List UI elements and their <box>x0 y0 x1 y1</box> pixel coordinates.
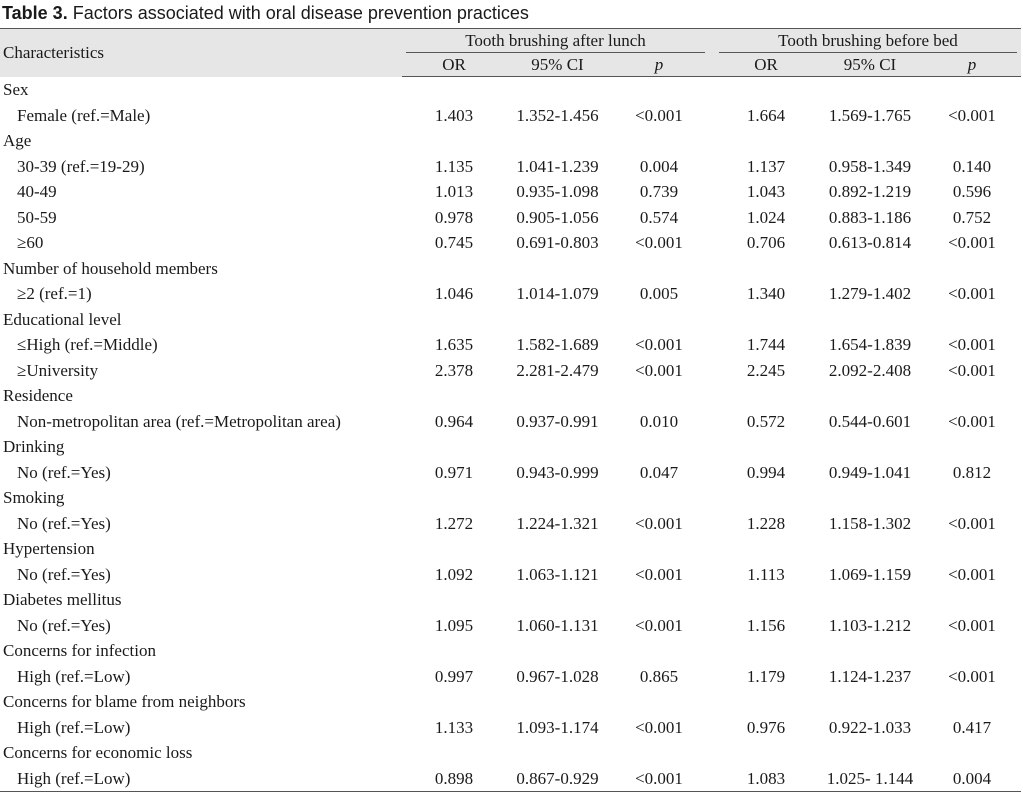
cell-or-lunch: 1.095 <box>434 615 474 635</box>
cell-ci-lunch: 2.281-2.479 <box>516 360 599 380</box>
table-row <box>0 332 1021 358</box>
category-row <box>0 307 1021 333</box>
category-label: Hypertension <box>3 539 95 558</box>
cell-p-lunch: 0.004 <box>639 156 679 176</box>
header-or-lunch: OR <box>402 54 506 77</box>
row-label: ≥2 (ref.=1) <box>17 284 92 303</box>
table-row <box>0 154 1021 180</box>
cell-p-lunch: 0.865 <box>639 666 679 686</box>
cell-p-bed: 0.004 <box>923 766 1021 792</box>
cell-p-lunch: <0.001 <box>635 717 683 737</box>
row-label: ≤High (ref.=Middle) <box>17 335 158 354</box>
cell-ci-lunch: 1.063-1.121 <box>516 564 599 584</box>
cell-or-bed: 1.043 <box>746 182 786 201</box>
cell-ci-lunch: 0.905-1.056 <box>516 207 599 227</box>
cell-ci-bed: 1.279-1.402 <box>828 284 912 303</box>
cell-ci-bed: 1.654-1.839 <box>828 335 912 354</box>
row-label: ≥60 <box>17 233 44 252</box>
category-label: Number of household members <box>3 258 218 278</box>
cell-ci-bed: 1.569-1.765 <box>828 105 912 125</box>
category-row <box>0 536 1021 562</box>
cell-ci-lunch: 1.014-1.079 <box>516 284 599 303</box>
cell-ci-bed: 1.069-1.159 <box>828 564 912 584</box>
category-row <box>0 689 1021 715</box>
cell-p-lunch: 0.010 <box>639 411 679 431</box>
table-row <box>0 766 1021 792</box>
cell-ci-bed: 1.025- 1.144 <box>817 766 923 792</box>
cell-or-lunch: 1.046 <box>434 284 474 303</box>
cell-or-lunch: 0.964 <box>434 411 474 431</box>
cell-p-lunch: <0.001 <box>635 233 683 252</box>
cell-p-lunch: <0.001 <box>635 360 683 380</box>
cell-or-bed: 1.664 <box>746 105 786 125</box>
header-group-bed <box>715 29 1021 55</box>
table-row <box>0 281 1021 307</box>
table-row <box>0 715 1021 741</box>
category-row <box>0 485 1021 511</box>
table-header <box>0 29 1021 77</box>
row-label: 50-59 <box>17 207 57 227</box>
cell-or-bed: 1.744 <box>746 335 786 354</box>
cell-p-lunch: 0.574 <box>639 207 679 227</box>
cell-p-bed: 0.140 <box>952 156 992 176</box>
cell-or-lunch: 1.635 <box>434 335 474 354</box>
table-row <box>0 562 1021 588</box>
cell-ci-bed: 1.103-1.212 <box>828 615 912 635</box>
cell-or-lunch: 1.272 <box>434 513 474 533</box>
category-label: Sex <box>3 80 29 99</box>
table-row <box>0 103 1021 129</box>
category-label: Residence <box>3 386 73 405</box>
category-label: Smoking <box>3 488 65 507</box>
table-body <box>0 77 1021 792</box>
table-caption-label: Table 3. <box>2 3 68 23</box>
table-caption <box>2 1 529 25</box>
cell-or-lunch: 2.378 <box>434 360 474 380</box>
cell-or-bed: 1.083 <box>715 766 817 792</box>
table-row <box>0 613 1021 639</box>
row-label: Non-metropolitan area (ref.=Metropolitan area) <box>17 411 341 431</box>
header-group-lunch <box>402 29 709 55</box>
cell-p-lunch: 0.047 <box>639 462 679 482</box>
cell-ci-lunch: 0.867-0.929 <box>506 766 609 792</box>
cell-or-lunch: 1.133 <box>434 717 474 737</box>
cell-or-lunch: 0.745 <box>434 233 474 252</box>
header-group-lunch-label: Tooth brushing after lunch <box>406 30 705 53</box>
cell-or-bed: 1.024 <box>746 207 786 227</box>
cell-p-lunch: <0.001 <box>635 615 683 635</box>
cell-ci-bed: 0.922-1.033 <box>828 717 912 737</box>
cell-or-lunch: 0.978 <box>434 207 474 227</box>
category-row <box>0 638 1021 664</box>
cell-p-bed: <0.001 <box>948 615 996 635</box>
cell-p-bed: 0.752 <box>952 207 992 227</box>
cell-ci-bed: 0.958-1.349 <box>828 156 912 176</box>
row-label: No (ref.=Yes) <box>17 462 111 482</box>
header-group-bed-label: Tooth brushing before bed <box>719 30 1017 53</box>
cell-p-bed: <0.001 <box>948 335 996 354</box>
cell-or-bed: 0.994 <box>746 462 786 482</box>
category-row <box>0 77 1021 103</box>
cell-p-bed: <0.001 <box>948 284 996 303</box>
cell-ci-lunch: 1.041-1.239 <box>516 156 599 176</box>
cell-or-lunch: 0.971 <box>434 462 474 482</box>
cell-ci-lunch: 0.943-0.999 <box>516 462 599 482</box>
cell-or-lunch: 0.898 <box>402 766 506 792</box>
category-row <box>0 256 1021 282</box>
category-label: Concerns for blame from neighbors <box>3 692 246 711</box>
cell-or-lunch: 0.997 <box>434 666 474 686</box>
category-label: Drinking <box>3 437 65 456</box>
cell-or-lunch: 1.013 <box>434 182 474 201</box>
category-row <box>0 434 1021 460</box>
category-row <box>0 383 1021 409</box>
table-row <box>0 409 1021 435</box>
table-row <box>0 358 1021 384</box>
category-row <box>0 740 1021 766</box>
cell-ci-bed: 0.544-0.601 <box>828 411 912 431</box>
table-row <box>0 179 1021 205</box>
cell-ci-bed: 1.124-1.237 <box>828 666 912 686</box>
cell-ci-lunch: 0.967-1.028 <box>516 666 599 686</box>
row-label: High (ref.=Low) <box>17 717 131 737</box>
header-ci-lunch: 95% CI <box>506 54 609 77</box>
cell-p-bed: <0.001 <box>948 411 996 431</box>
row-label: No (ref.=Yes) <box>17 513 111 533</box>
cell-p-bed: 0.596 <box>952 182 992 201</box>
cell-ci-lunch: 1.060-1.131 <box>516 615 599 635</box>
header-characteristics: Characteristics <box>0 29 402 77</box>
cell-or-bed: 1.137 <box>746 156 786 176</box>
row-label: Female (ref.=Male) <box>17 105 151 125</box>
cell-p-lunch: 0.005 <box>639 284 679 303</box>
table-row <box>0 460 1021 486</box>
category-label: Concerns for economic loss <box>3 743 193 762</box>
row-label: 40-49 <box>17 182 57 201</box>
cell-p-lunch: <0.001 <box>609 766 709 792</box>
row-label: High (ref.=Low) <box>17 666 131 686</box>
cell-ci-lunch: 1.352-1.456 <box>516 105 599 125</box>
cell-or-lunch: 1.403 <box>434 105 474 125</box>
cell-ci-lunch: 1.582-1.689 <box>516 335 599 354</box>
cell-p-bed: <0.001 <box>948 360 996 380</box>
cell-ci-bed: 2.092-2.408 <box>828 360 912 380</box>
category-label: Age <box>3 131 32 150</box>
cell-p-bed: <0.001 <box>948 666 996 686</box>
cell-p-lunch: <0.001 <box>635 513 683 533</box>
category-label: Diabetes mellitus <box>3 590 122 609</box>
row-label: High (ref.=Low) <box>0 766 402 792</box>
cell-ci-bed: 0.892-1.219 <box>828 182 912 201</box>
cell-ci-bed: 0.883-1.186 <box>828 207 912 227</box>
category-row <box>0 587 1021 613</box>
row-label: ≥University <box>17 360 99 380</box>
row-label: No (ref.=Yes) <box>17 564 111 584</box>
table-row <box>0 230 1021 256</box>
cell-p-bed: <0.001 <box>948 105 996 125</box>
cell-ci-lunch: 0.691-0.803 <box>516 233 599 252</box>
table-caption-text: Factors associated with oral disease prevention practices <box>67 3 529 23</box>
cell-or-bed: 0.706 <box>746 233 786 252</box>
cell-p-bed: 0.812 <box>952 462 992 482</box>
cell-ci-lunch: 0.935-1.098 <box>516 182 599 201</box>
cell-or-lunch: 1.135 <box>434 156 474 176</box>
cell-p-bed: <0.001 <box>948 564 996 584</box>
cell-ci-lunch: 0.937-0.991 <box>516 411 599 431</box>
table-row <box>0 664 1021 690</box>
cell-or-bed: 1.179 <box>746 666 786 686</box>
cell-or-bed: 1.228 <box>746 513 786 533</box>
factors-table <box>0 28 1021 792</box>
cell-or-bed: 1.113 <box>747 564 785 584</box>
row-label: 30-39 (ref.=19-29) <box>17 156 145 176</box>
cell-or-bed: 1.340 <box>746 284 786 303</box>
cell-ci-bed: 0.949-1.041 <box>828 462 912 482</box>
cell-or-bed: 1.156 <box>746 615 786 635</box>
cell-p-lunch: <0.001 <box>635 564 683 584</box>
cell-ci-lunch: 1.224-1.321 <box>516 513 599 533</box>
cell-p-bed: <0.001 <box>948 233 996 252</box>
header-p-lunch: p <box>609 54 709 77</box>
cell-or-bed: 0.572 <box>746 411 786 431</box>
cell-ci-bed: 1.158-1.302 <box>828 513 912 533</box>
category-row <box>0 128 1021 154</box>
header-or-bed: OR <box>715 54 817 77</box>
header-p-bed: p <box>923 54 1021 77</box>
cell-p-lunch: <0.001 <box>635 335 683 354</box>
row-label: No (ref.=Yes) <box>17 615 111 635</box>
cell-p-lunch: <0.001 <box>635 105 683 125</box>
cell-p-lunch: 0.739 <box>639 182 679 201</box>
header-ci-bed: 95% CI <box>817 54 923 77</box>
category-label: Concerns for infection <box>3 641 156 660</box>
cell-ci-bed: 0.613-0.814 <box>828 233 912 252</box>
cell-p-bed: <0.001 <box>948 513 996 533</box>
table-row <box>0 205 1021 231</box>
cell-or-bed: 2.245 <box>746 360 786 380</box>
category-label: Educational level <box>3 309 122 329</box>
cell-or-lunch: 1.092 <box>434 564 474 584</box>
cell-p-bed: 0.417 <box>952 717 992 737</box>
cell-ci-lunch: 1.093-1.174 <box>516 717 599 737</box>
table-row <box>0 511 1021 537</box>
cell-or-bed: 0.976 <box>746 717 786 737</box>
